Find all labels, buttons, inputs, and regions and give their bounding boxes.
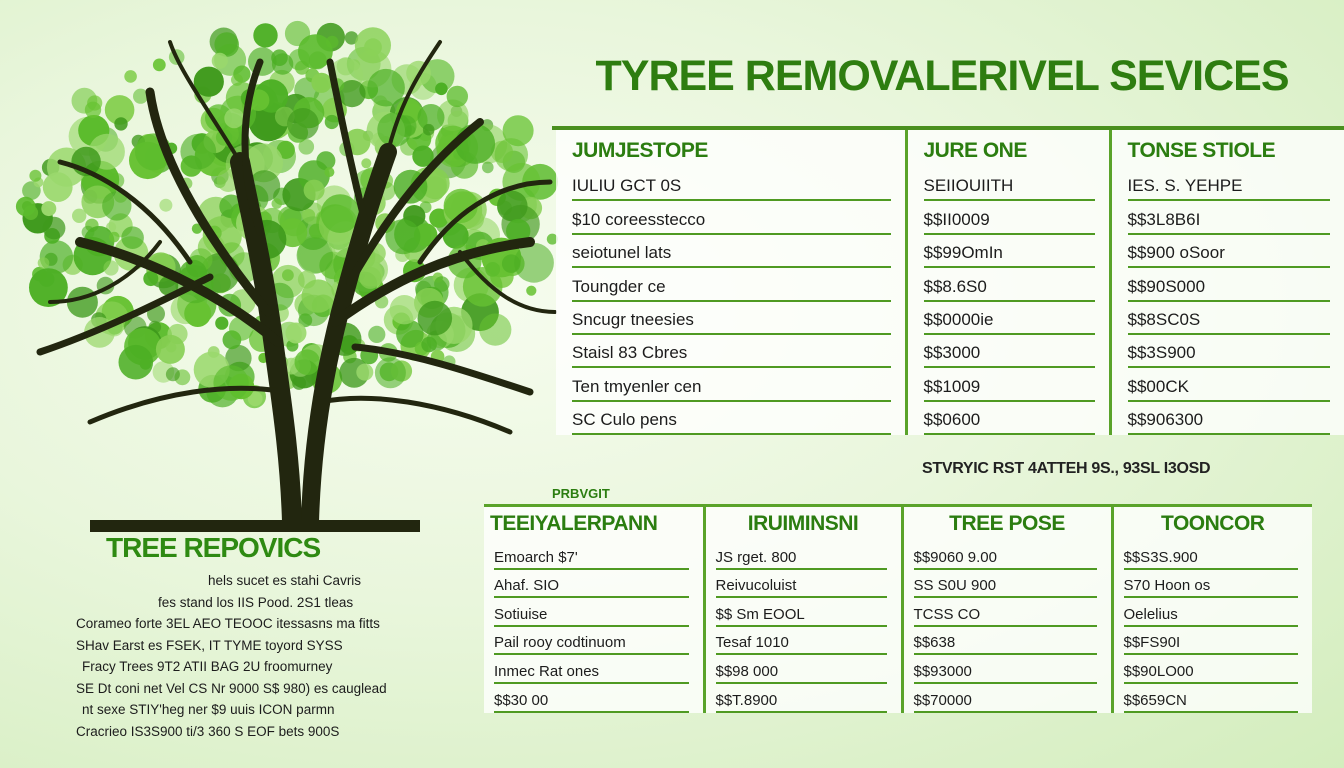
table-row: [556, 201, 1344, 234]
cell-text: Sotiuise: [494, 606, 689, 627]
cell-text: $$3L8B6I: [1128, 210, 1331, 235]
leaf-cluster: [114, 117, 127, 130]
table-cell: [704, 598, 902, 627]
leaf-cluster: [434, 276, 449, 291]
leaf-cluster: [43, 172, 73, 202]
table-caption: PRBVGIT: [552, 486, 610, 501]
table-cell: [556, 268, 906, 301]
leaf-cluster: [292, 376, 306, 390]
cell-text: $$FS90I: [1124, 634, 1299, 655]
cell-text: SS S0U 900: [914, 577, 1097, 598]
table-cell: [1112, 570, 1312, 599]
leaf-cluster: [41, 201, 56, 216]
table-header-row: [556, 130, 1344, 168]
leaf-cluster: [295, 349, 321, 375]
leaf-cluster: [421, 337, 437, 353]
leaf-cluster: [299, 139, 315, 155]
cell-text: $$659CN: [1124, 692, 1299, 713]
leaf-cluster: [82, 226, 95, 239]
pricing-table-secondary: [484, 504, 1312, 713]
table-cell: [556, 402, 906, 435]
table-cell: [902, 684, 1112, 713]
table-cell: [484, 684, 704, 713]
leaf-cluster: [311, 73, 331, 93]
table-cell: [1110, 335, 1344, 368]
tree-canopy: [16, 21, 558, 408]
table-cell: [556, 168, 906, 201]
description-block: [60, 570, 460, 742]
table-row: [484, 598, 1312, 627]
table-row: [556, 268, 1344, 301]
table-cell: [556, 201, 906, 234]
leaf-cluster: [479, 314, 511, 346]
table-header-row: [484, 506, 1312, 542]
cell-text: Ahaf. SIO: [494, 577, 689, 598]
cell-text: Sncugr tneesies: [572, 310, 891, 335]
description-line: hels sucet es stahi Cavris: [208, 573, 362, 588]
cell-text: $$0600: [924, 410, 1095, 435]
leaf-cluster: [180, 134, 216, 170]
table-cell: [906, 402, 1110, 435]
cell-text: Emoarch $7': [494, 549, 689, 570]
cell-text: S70 Hoon os: [1124, 577, 1299, 598]
cell-text: SC Culo pens: [572, 410, 891, 435]
table-cell: [704, 684, 902, 713]
table-cell: [902, 570, 1112, 599]
leaf-cluster: [514, 243, 554, 283]
cell-text: $$93000: [914, 663, 1097, 684]
leaf-cluster: [435, 83, 448, 96]
table-cell: [902, 655, 1112, 684]
leaf-cluster: [286, 323, 307, 344]
column-header: TEEIYALERPANN: [490, 512, 658, 535]
table-cell: [906, 302, 1110, 335]
leaf-cluster: [109, 232, 120, 243]
column-header: TONSE STIOLE: [1110, 130, 1344, 168]
table-cell: [902, 541, 1112, 570]
cell-text: $$90LO00: [1124, 663, 1299, 684]
table-cell: [704, 541, 902, 570]
table-cell: [1112, 598, 1312, 627]
table-cell: [556, 368, 906, 401]
cell-text: $$8.6S0: [924, 277, 1095, 302]
table-cell: [1110, 368, 1344, 401]
table-row: [484, 627, 1312, 656]
leaf-cluster: [159, 199, 172, 212]
cell-text: $$90S000: [1128, 277, 1331, 302]
description-line: SE Dt coni net Vel CS Nr 9000 S$ 980) es cauglead: [76, 680, 387, 696]
cell-text: $10 coreesstecco: [572, 210, 891, 235]
column-header: TREE POSE: [902, 506, 1112, 542]
leaf-cluster: [166, 367, 180, 381]
table-cell: [1112, 627, 1312, 656]
grass-base: [90, 520, 420, 532]
leaf-cluster: [156, 335, 185, 364]
leaf-cluster: [324, 167, 334, 177]
pricing-table-primary: [556, 130, 1344, 435]
table-cell: [704, 570, 902, 599]
leaf-cluster: [215, 317, 228, 330]
leaf-cluster: [121, 226, 144, 249]
table-cell: [1110, 201, 1344, 234]
leaf-cluster: [212, 53, 228, 69]
leaf-cluster: [119, 345, 154, 380]
description-line: SHav Earst es FSEK, IT TYME toyord SYSS: [76, 637, 343, 653]
leaf-cluster: [418, 301, 453, 336]
leaf-cluster: [503, 115, 534, 146]
table-cell: [906, 368, 1110, 401]
page-title: TYREE REMOVALERIVEL SEVICES: [595, 52, 1289, 100]
column-header: TOONCOR: [1112, 506, 1312, 542]
cell-text: Pail rooy codtinuom: [494, 634, 689, 655]
table-row: [484, 541, 1312, 570]
leaf-cluster: [103, 260, 118, 275]
cell-text: Toungder ce: [572, 277, 891, 302]
leaf-cluster: [390, 295, 419, 324]
description-line: Cracrieo IS3S900 ti/3 360 S EOF bets 900S: [76, 723, 340, 739]
leaf-cluster: [355, 27, 391, 63]
leaf-cluster: [272, 198, 283, 209]
table-cell: [704, 655, 902, 684]
table-cell: [1110, 402, 1344, 435]
table-row: [556, 335, 1344, 368]
leaf-cluster: [16, 197, 36, 217]
description-line: fes stand los IIS Pood. 2S1 tleas: [158, 594, 354, 610]
table-cell: [902, 627, 1112, 656]
table-cell: [1110, 268, 1344, 301]
leaf-cluster: [43, 217, 66, 240]
leaf-cluster: [67, 287, 98, 318]
table-cell: [556, 335, 906, 368]
table-cell: [1112, 684, 1312, 713]
table-cell: [556, 235, 906, 268]
table-cell: [484, 598, 704, 627]
column-header: IRUIMINSNI: [704, 506, 902, 542]
cell-text: Inmec Rat ones: [494, 663, 689, 684]
cell-text: Oelelius: [1124, 606, 1299, 627]
cell-text: Ten tmyenler cen: [572, 377, 891, 402]
cell-text: $$00CK: [1128, 377, 1331, 402]
cell-text: seiotunel lats: [572, 243, 891, 268]
table-cell: [484, 541, 704, 570]
table-cell: [906, 168, 1110, 201]
column-header: JUMJESTOPE: [572, 139, 708, 162]
leaf-cluster: [485, 262, 500, 277]
leaf-cluster: [224, 108, 244, 128]
cell-text: JS rget. 800: [716, 549, 887, 570]
cell-text: SEIIOUIITH: [924, 176, 1095, 201]
table-cell: [902, 598, 1112, 627]
leaf-cluster: [423, 124, 435, 136]
cell-text: TCSS CO: [914, 606, 1097, 627]
leaf-cluster: [213, 365, 248, 400]
leaf-cluster: [302, 279, 335, 312]
cell-text: $$99OmIn: [924, 243, 1095, 268]
leaf-cluster: [143, 271, 158, 286]
leaf-cluster: [526, 286, 536, 296]
leaf-cluster: [321, 194, 360, 233]
leaf-cluster: [325, 115, 339, 129]
cell-text: $$900 oSoor: [1128, 243, 1331, 268]
cell-text: $$98 000: [716, 663, 887, 684]
table-row: [484, 684, 1312, 713]
cell-text: $$30 00: [494, 692, 689, 713]
table-row: [484, 655, 1312, 684]
table-cell: [906, 268, 1110, 301]
leaf-cluster: [184, 300, 211, 327]
table-cell: [704, 627, 902, 656]
cell-text: Tesaf 1010: [716, 634, 887, 655]
table-cell: [1110, 235, 1344, 268]
leaf-cluster: [375, 357, 406, 388]
cell-text: $$70000: [914, 692, 1097, 713]
table-row: [484, 570, 1312, 599]
leaf-cluster: [253, 23, 277, 47]
cell-text: $$638: [914, 634, 1097, 655]
leaf-cluster: [497, 191, 528, 222]
table-cell: [484, 570, 704, 599]
cell-text: $$8SC0S: [1128, 310, 1331, 335]
cell-text: $$T.8900: [716, 692, 887, 713]
table-row: [556, 302, 1344, 335]
table-cell: [906, 235, 1110, 268]
table-row: [556, 368, 1344, 401]
description-line: Fracy Trees 9T2 ATII BAG 2U froomurney: [82, 659, 333, 674]
leaf-cluster: [447, 86, 468, 107]
table-cell: [556, 302, 906, 335]
cell-text: IES. S. YEHPE: [1128, 176, 1331, 201]
table-cell: [1112, 541, 1312, 570]
table-row: [556, 168, 1344, 201]
cell-text: $$S3S.900: [1124, 549, 1299, 570]
table-cell: [1110, 302, 1344, 335]
column-header: JURE ONE: [906, 130, 1110, 168]
table-row: [556, 235, 1344, 268]
table-row: [556, 402, 1344, 435]
cell-text: $$906300: [1128, 410, 1331, 435]
cell-text: $$3S900: [1128, 343, 1331, 368]
cell-text: $$1009: [924, 377, 1095, 402]
cell-text: $$0000ie: [924, 310, 1095, 335]
cell-text: IULIU GCT 0S: [572, 176, 891, 201]
table-cell: [1112, 655, 1312, 684]
section-title: TREE REPOVICS: [106, 532, 321, 563]
table-cell: [906, 201, 1110, 234]
leaf-cluster: [482, 162, 494, 174]
leaf-cluster: [124, 70, 137, 83]
cell-text: Reivucoluist: [716, 577, 887, 598]
leaf-cluster: [287, 108, 319, 140]
tree-illustration: [10, 12, 570, 542]
description-line: Corameo forte 3EL AEO TEOOC itessasns ma fitts: [76, 616, 380, 631]
leaf-cluster: [153, 59, 166, 72]
leaf-cluster: [304, 180, 325, 201]
summary-line: STVRYIC RST 4ATTEH 9S., 93SL I3OSD: [922, 460, 1211, 477]
leaf-cluster: [368, 326, 385, 343]
leaf-cluster: [38, 257, 50, 269]
table-cell: [1110, 168, 1344, 201]
cell-text: $$ Sm EOOL: [716, 606, 887, 627]
cell-text: $$3000: [924, 343, 1095, 368]
leaf-cluster: [356, 364, 373, 381]
cell-text: $$II0009: [924, 210, 1095, 235]
leaf-cluster: [85, 102, 101, 118]
table-cell: [484, 655, 704, 684]
cell-text: Staisl 83 Cbres: [572, 343, 891, 368]
leaf-cluster: [361, 158, 371, 168]
cell-text: $$9060 9.00: [914, 549, 1097, 570]
description-line: nt sexe STIY'heg ner $9 uuis ICON parmn: [82, 702, 335, 717]
table-cell: [906, 335, 1110, 368]
leaf-cluster: [29, 170, 41, 182]
leaf-cluster: [367, 69, 405, 107]
table-cell: [484, 627, 704, 656]
